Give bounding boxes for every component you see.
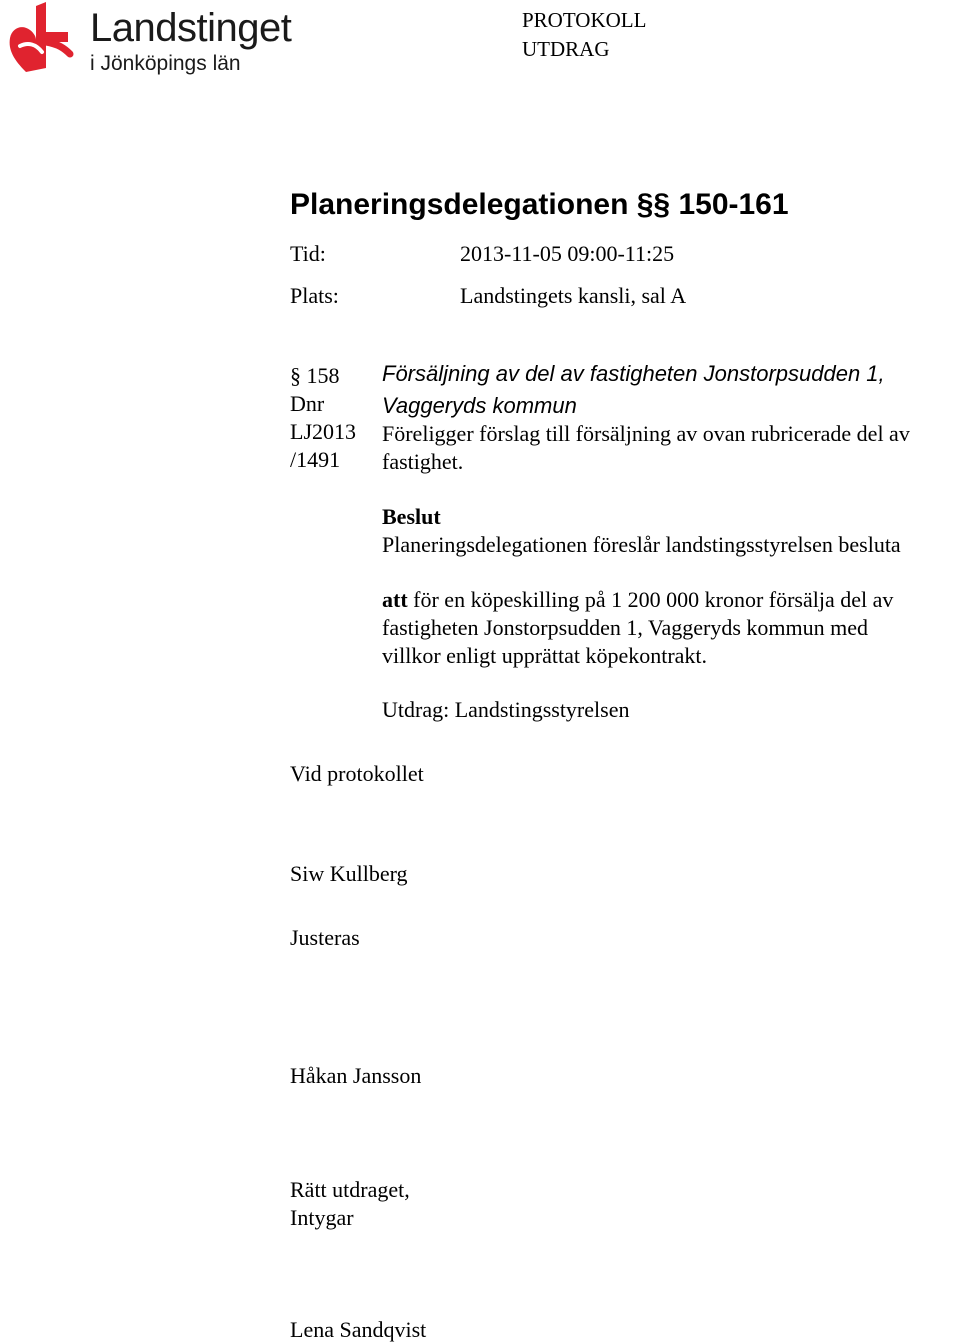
place-value: Landstingets kansli, sal A — [460, 283, 687, 308]
item-intro-line2: fastighet. — [382, 449, 464, 474]
att-word: att — [382, 587, 408, 612]
att-clause-line2: fastigheten Jonstorpsudden 1, Vaggeryds kommun med — [382, 615, 868, 640]
logo-subtitle: i Jönköpings län — [90, 52, 241, 75]
adjusted-label: Justeras — [290, 925, 360, 950]
item-heading-line1: Försäljning av del av fastigheten Jonstorpsudden 1, — [382, 361, 885, 386]
decision-heading: Beslut — [382, 504, 441, 529]
at-protocol-label: Vid protokollet — [290, 761, 424, 786]
certified-attest-label: Intygar — [290, 1205, 354, 1230]
time-value: 2013-11-05 09:00-11:25 — [460, 241, 675, 266]
doc-type-utdrag: UTDRAG — [522, 37, 610, 61]
paragraph-number — [290, 362, 340, 390]
landstinget-heart-icon — [6, 2, 86, 76]
dnr-label: Dnr — [290, 391, 325, 416]
page-title: Planeringsdelegationen §§ 150-161 — [290, 188, 789, 221]
place-label: Plats: — [290, 283, 339, 308]
secretary-name: Siw Kullberg — [290, 861, 408, 886]
att-text: för en köpeskilling på 1 200 000 kronor försälja del av — [407, 587, 894, 612]
logo-name: Landstinget — [90, 6, 292, 50]
extract-recipient: Utdrag: Landstingsstyrelsen — [382, 697, 630, 722]
time-label: Tid: — [290, 241, 326, 266]
dnr-year: LJ2013 — [290, 419, 356, 444]
att-clause-line3: villkor enligt upprättat köpekontrakt. — [382, 643, 708, 668]
item-intro-line1: Föreligger förslag till försäljning av ovan rubricerade del av — [382, 421, 910, 446]
certifier-name: Lena Sandqvist — [290, 1317, 427, 1342]
paragraph-number-value: 158 — [306, 363, 340, 388]
decision-text: Planeringsdelegationen föreslår landstingsstyrelsen besluta — [382, 532, 901, 557]
adjuster-name: Håkan Jansson — [290, 1063, 422, 1088]
att-clause-line1 — [382, 586, 893, 614]
certified-label: Rätt utdraget, — [290, 1177, 410, 1202]
item-heading-line2: Vaggeryds kommun — [382, 393, 577, 418]
paragraph-sign: § — [290, 363, 301, 388]
doc-type-protokoll: PROTOKOLL — [522, 8, 647, 32]
dnr-number: /1491 — [290, 447, 341, 472]
landstinget-logo — [6, 2, 326, 80]
